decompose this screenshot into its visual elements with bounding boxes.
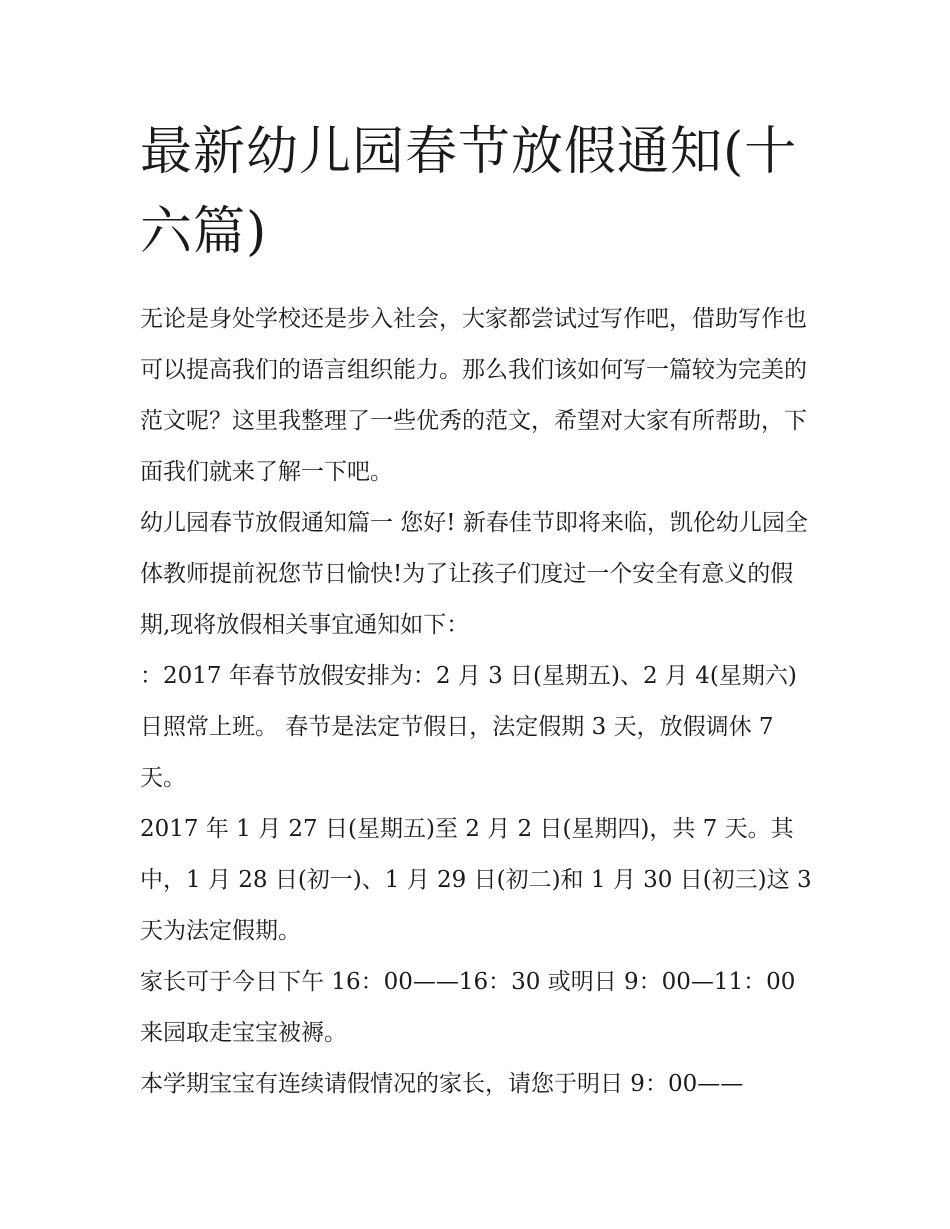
notice-greeting-paragraph: 幼儿园春节放假通知篇一 您好! 新春佳节即将来临，凯伦幼儿园全体教师提前祝您节日愉快!为了让孩子们度过一个安全有意义的假期,现将放假相关事宜通知如下： [140,510,808,638]
holiday-dates-paragraph: 2017 年 1 月 27 日(星期五)至 2 月 2 日(星期四)，共 7 天。其中，1 月 28 日(初一)、1 月 29 日(初二)和 1 月 30 日(初三)这 3 天为法定假期。 [140,816,812,944]
document-page [140,112,812,1110]
document-title: 最新幼儿园春节放假通知(十六篇) [140,122,798,262]
bedding-pickup-paragraph: 家长可于今日下午 16：00——16：30 或明日 9：00—11：00 来园取走宝宝被褥。 [140,969,796,1046]
intro-paragraph: 无论是身处学校还是步入社会，大家都尝试过写作吧，借助写作也可以提高我们的语言组织能力。那么我们该如何写一篇较为完美的范文呢？这里我整理了一些优秀的范文，希望对大家有所帮助，下面我们就来了解一下吧。 [140,306,807,485]
holiday-schedule-paragraph: ：2017 年春节放假安排为：2 月 3 日(星期五)、2 月 4(星期六)日照常上班。 春节是法定节假日，法定假期 3 天，放假调休 7 天。 [140,663,797,791]
document-body [140,294,812,1110]
leave-notice-paragraph: 本学期宝宝有连续请假情况的家长，请您于明日 9：00—— [140,1071,744,1097]
